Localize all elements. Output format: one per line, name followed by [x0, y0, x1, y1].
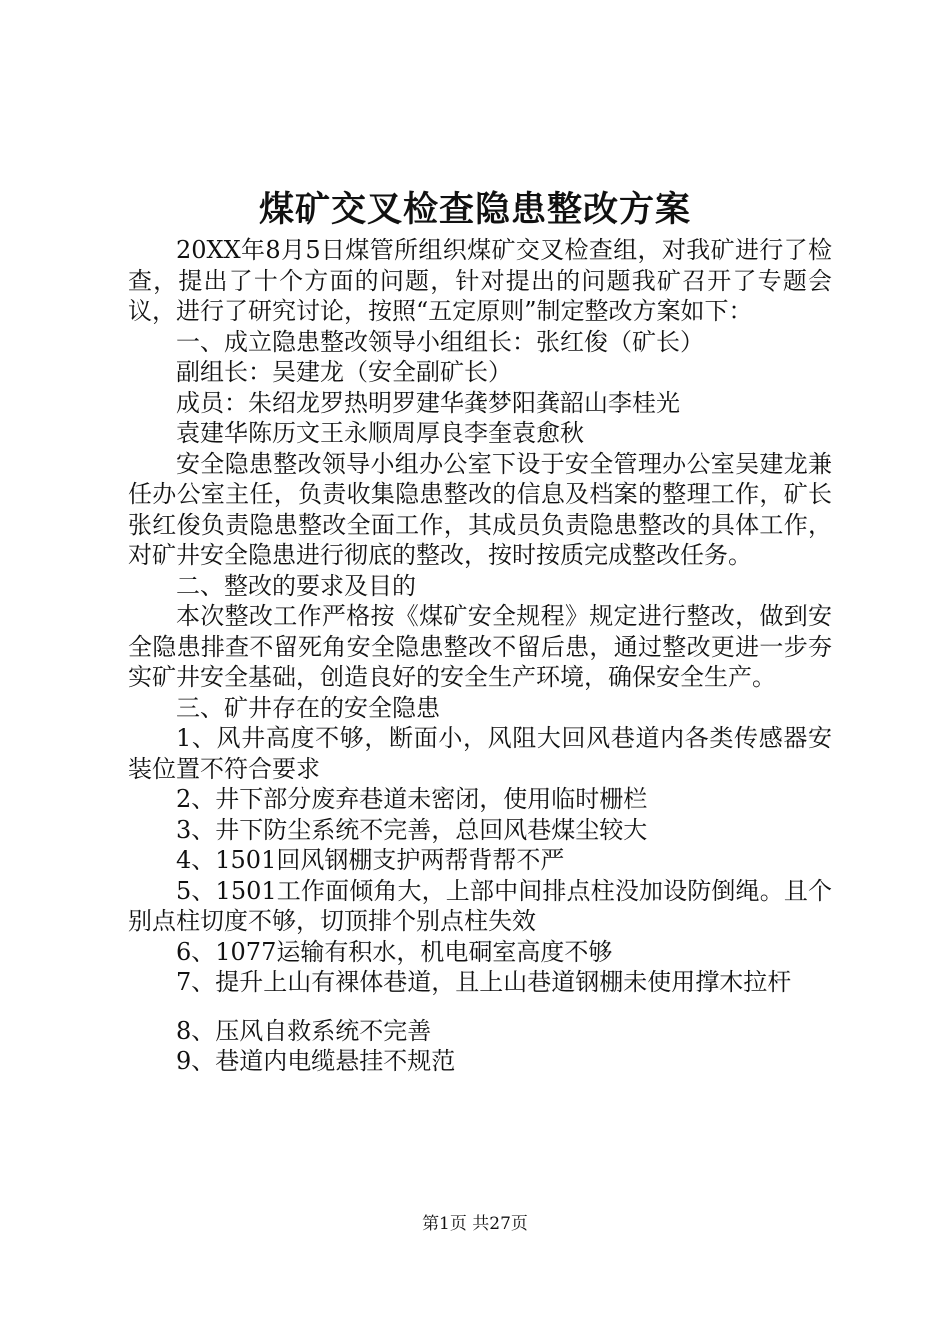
document-title: 煤矿交叉检查隐患整改方案 [258, 189, 691, 230]
list-item-hazard-8: 8、压风自救系统不完善 [176, 1016, 432, 1045]
paragraph-members-continued: 袁建华陈历文王永顺周厚良李奎袁愈秋 [176, 419, 584, 447]
paragraph-deputy-leader: 副组长：吴建龙（安全副矿长） [176, 358, 512, 386]
page-number: 第1页 共27页 [422, 1214, 528, 1234]
paragraph-section-1-heading: 一、成立隐患整改领导小组组长：张红俊（矿长） [176, 327, 704, 356]
paragraph-intro: 20XX年8月5日煤管所组织煤矿交叉检查组，对我矿进行了检查，提出了十个方面的问题，针对提出的问题我矿召开了专题会议，进行了研究讨论，按照“五定原则”制定整改方案如下： [128, 236, 832, 325]
paragraph-requirements: 本次整改工作严格按《煤矿安全规程》规定进行整改，做到安全隐患排查不留死角安全隐患整改不留后患，通过整改更进一步夯实矿井安全基础，创造良好的安全生产环境，确保安全生产。 [128, 602, 832, 691]
list-item-hazard-9: 9、巷道内电缆悬挂不规范 [176, 1047, 456, 1075]
paragraph-section-2-heading: 二、整改的要求及目的 [176, 571, 416, 600]
list-item-hazard-3: 3、井下防尘系统不完善，总回风巷煤尘较大 [176, 815, 648, 844]
list-item-hazard-5: 5、1501工作面倾角大，上部中间排点柱没加设防倒绳。且个别点柱切度不够，切顶排个别点柱失效 [128, 876, 832, 935]
document-body [128, 235, 832, 1077]
list-item-hazard-6: 6、1077运输有积水，机电硐室高度不够 [176, 937, 613, 966]
list-item-hazard-7: 7、提升上山有裸体巷道，且上山巷道钢棚未使用撑木拉杆 [176, 968, 792, 996]
list-item-hazard-2: 2、井下部分废弃巷道未密闭，使用临时栅栏 [176, 785, 648, 813]
paragraph-office-duties: 安全隐患整改领导小组办公室下设于安全管理办公室吴建龙兼任办公室主任，负责收集隐患整改的信息及档案的整理工作，矿长张红俊负责隐患整改全面工作，其成员负责隐患整改的具体工作，对矿井安全隐患进行彻底的整改，按时按质完成整改任务。 [128, 449, 832, 569]
list-item-hazard-4: 4、1501回风钢棚支护两帮背帮不严 [176, 846, 565, 874]
list-item-hazard-1: 1、风井高度不够，断面小，风阻大回风巷道内各类传感器安装位置不符合要求 [128, 724, 832, 783]
paragraph-members: 成员：朱绍龙罗热明罗建华龚梦阳龚韶山李桂光 [176, 388, 680, 417]
paragraph-section-3-heading: 三、矿井存在的安全隐患 [176, 693, 440, 722]
